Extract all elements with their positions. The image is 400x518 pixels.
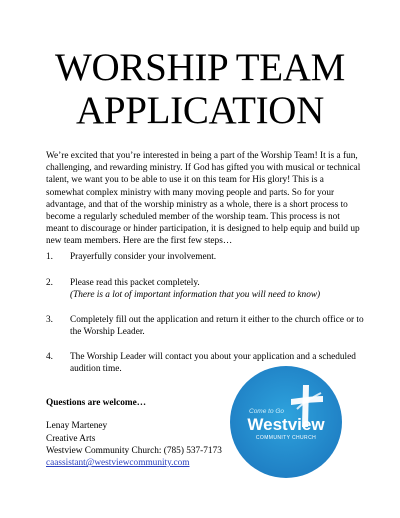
contact-name: Lenay Marteney — [46, 421, 108, 432]
contact-block — [46, 397, 222, 469]
step-text: Completely fill out the application and return it either to the church office or to the Worship Leader. — [70, 314, 364, 337]
step-note: (There is a lot of important information that you will need to know) — [70, 290, 321, 301]
page-title — [0, 46, 400, 132]
logo-subtitle: COMMUNITY CHURCH — [255, 435, 317, 441]
logo-name: Westview — [247, 415, 325, 434]
contact-church-phone: Westview Community Church: (785) 537-7173 — [46, 445, 222, 456]
contact-email-link[interactable]: caassistant@westviewcommunity.com — [46, 458, 190, 469]
contact-role: Creative Arts — [46, 433, 96, 444]
intro-paragraph: We’re excited that you’re interested in being a part of the Worship Team! It is a fun, challenging, and rewarding ministry. If God has gifted you with musical or technical talent, we want you to be able to use it on this team for His glory! This is a somewhat complex ministry with many moving people and parts. So for your advantage, and that of the worship ministry as a whole, there is a short process to become a regularly scheduled member of the worship team. This process is not meant to discourage or hinder participation, it is designed to help equip and build up new team members. Here are the first few steps… — [46, 151, 361, 247]
step-number: 1. — [46, 252, 53, 262]
contact-heading: Questions are welcome… — [46, 398, 147, 408]
step-number: 4. — [46, 352, 53, 363]
step-item — [46, 277, 366, 301]
step-number: 2. — [46, 278, 53, 289]
logo-tagline: Come to Go — [249, 408, 285, 415]
step-text: Please read this packet completely. — [70, 278, 200, 289]
step-text: The Worship Leader will contact you about your application and a scheduled audition time. — [70, 352, 356, 375]
step-number: 3. — [46, 314, 53, 325]
step-text: Prayerfully consider your involvement. — [70, 252, 217, 262]
church-logo — [229, 365, 343, 479]
steps-list — [46, 251, 366, 375]
title-line-2: APPLICATION — [75, 89, 325, 132]
step-item — [46, 314, 366, 338]
title-line-1: WORSHIP TEAM — [54, 46, 345, 89]
step-item — [46, 251, 366, 263]
